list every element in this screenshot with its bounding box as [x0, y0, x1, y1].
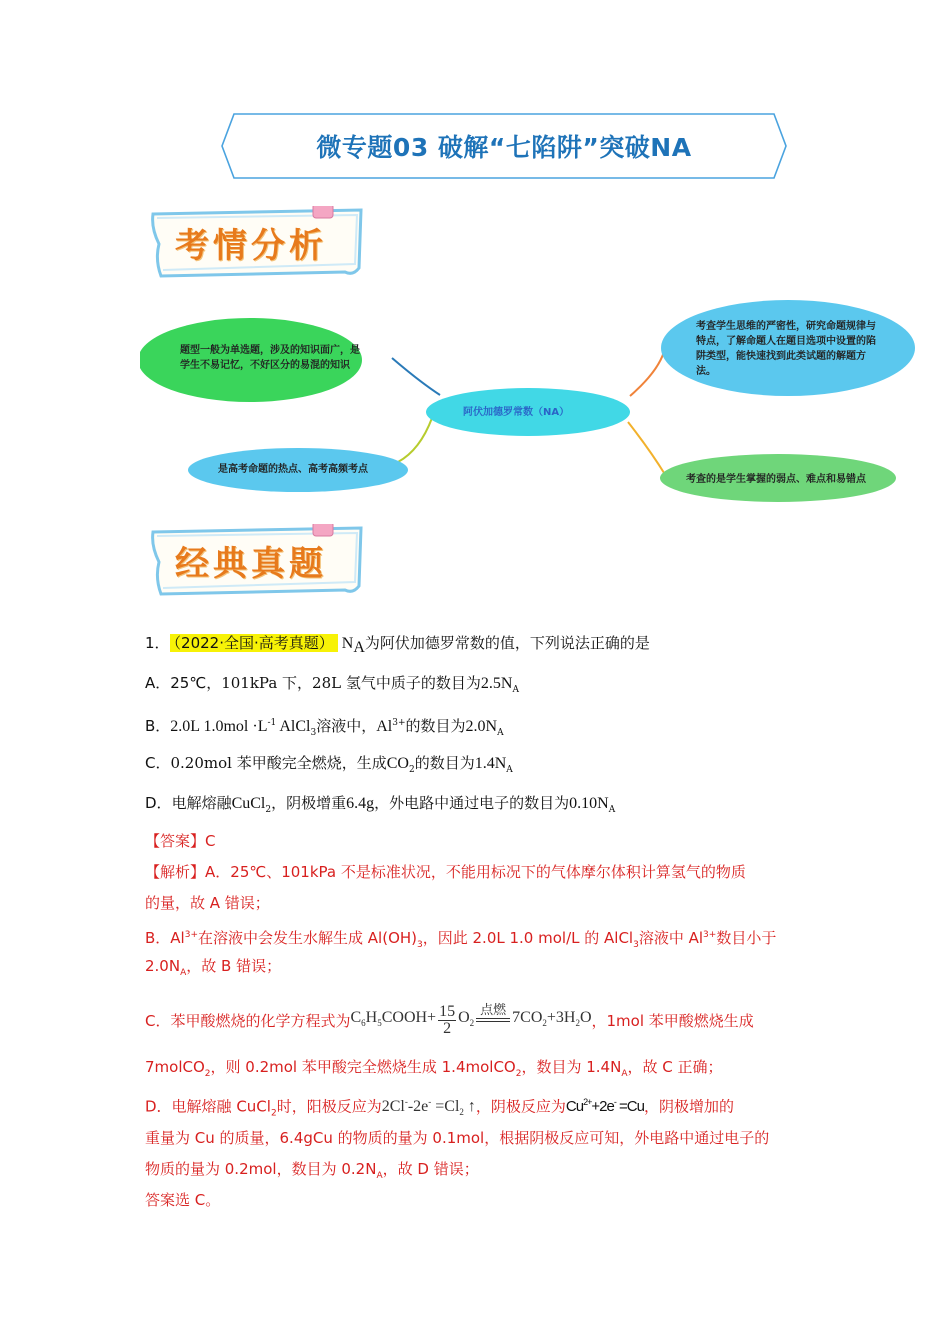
superscript: -: [428, 1097, 432, 1107]
subscript: A: [621, 1069, 628, 1079]
option-text: ，阴极增重: [271, 794, 347, 812]
formula-text: CuCl: [231, 795, 266, 812]
option-value: 2.5N: [480, 675, 513, 692]
option-a: [145, 672, 519, 701]
subscript: 2: [469, 1018, 475, 1029]
anode-equation: [381, 1097, 476, 1118]
formula-text: =Cl: [431, 1098, 460, 1116]
analysis-text: ，阴极增加的: [643, 1097, 734, 1116]
fraction-denominator: 2: [443, 1020, 452, 1037]
subscript: A: [353, 639, 365, 656]
superscript: -: [613, 1097, 616, 1108]
section-label-exam: [145, 524, 367, 602]
node-text-line: 学生不易记忆，不好区分的易混的知识: [180, 360, 350, 371]
subscript: 2: [265, 805, 272, 815]
subscript: A: [512, 685, 519, 695]
analysis-text: 7molCO: [145, 1058, 205, 1076]
node-right-bottom-text: 考查的是学生掌握的弱点、难点和易错点: [686, 474, 866, 485]
option-value: 1.4N: [474, 755, 507, 772]
analysis-d-line1: [145, 1091, 734, 1124]
superscript: 3+: [703, 930, 717, 940]
formula-text: COOH+: [381, 1008, 437, 1026]
analysis-text: D．电解熔融 CuCl: [145, 1097, 271, 1116]
option-label: A．: [145, 674, 171, 692]
analysis-a-line1: [145, 861, 746, 883]
subscript: 2: [515, 1069, 522, 1079]
subscript: 2: [408, 765, 415, 775]
subscript: A: [180, 968, 187, 978]
formula-text: 2Cl: [381, 1098, 405, 1116]
option-value: 0.10N: [569, 795, 609, 812]
subscript: 6: [361, 1018, 366, 1029]
superscript: -: [404, 1097, 408, 1107]
node-left-top-text: [180, 343, 360, 373]
option-text: 25℃: [170, 674, 207, 692]
formula-text: 6.4g: [346, 795, 375, 812]
products: [512, 1007, 591, 1034]
analysis-d-line2: 重量为 Cu 的质量，6.4gCu 的物质的量为 0.1mol，根据阴极反应可知，外电路中通过电子的: [145, 1129, 770, 1147]
option-c: [145, 752, 513, 781]
analysis-text: 2.0N: [145, 957, 181, 975]
node-text-line: 法。: [696, 366, 716, 377]
connector-left-bottom: [398, 418, 432, 462]
section-title: 考情分析: [175, 226, 327, 266]
subscript: A: [376, 1171, 383, 1181]
analysis-text: 溶液中 Al: [638, 929, 704, 947]
subscript: A: [506, 765, 513, 775]
equation: [350, 1007, 436, 1034]
option-value: 2.0N: [465, 718, 498, 735]
question-source-badge: （2022·全国·高考真题）: [170, 634, 338, 652]
option-b: [145, 712, 504, 744]
option-label: C．: [145, 754, 171, 772]
option-label: B．: [145, 717, 171, 735]
node-text-line: 题型一般为单选题，涉及的知识面广，是: [180, 345, 360, 356]
formula-text: ↑: [463, 1098, 476, 1116]
option-text: ，外电路中通过电子的数目为: [374, 794, 570, 812]
subscript: 5: [377, 1018, 382, 1029]
superscript: 3+: [184, 930, 199, 940]
formula-o2: [458, 1007, 474, 1034]
analysis-c-line1: [145, 1004, 754, 1037]
analysis-text: ，故 B 错误；: [186, 957, 282, 975]
formula-text: +3H: [546, 1008, 576, 1026]
formula-text: =Cu: [615, 1098, 644, 1116]
formula-text: CO: [386, 755, 409, 772]
subscript: 3: [310, 728, 317, 738]
final-answer: 答案选 C。: [145, 1191, 221, 1209]
subscript: 2: [575, 1018, 580, 1029]
analysis-tag: 【解析】: [145, 863, 206, 881]
node-left-bottom-text: 是高考命题的热点、高考高频考点: [218, 464, 368, 475]
option-text: 溶液中，: [316, 717, 377, 735]
analysis-text: ，故 D 错误；: [382, 1160, 479, 1178]
connector-right-bottom: [628, 422, 666, 476]
subscript: 3: [633, 940, 639, 950]
analysis-text: ，阴极反应为: [475, 1097, 566, 1116]
analysis-c-line2: [145, 1056, 723, 1085]
stem-text: 为阿伏加德罗常数的值，下列说法正确的是: [364, 634, 650, 652]
fraction: [438, 1004, 456, 1037]
formula-text: Cu: [565, 1098, 584, 1116]
analysis-text: ，数目为 1.4N: [521, 1058, 622, 1076]
formula-text: O: [579, 1008, 592, 1026]
section-label-analysis: [145, 206, 367, 284]
analysis-text: ，1mol 苯甲酸燃烧生成: [591, 1011, 754, 1030]
formula-text: O: [458, 1008, 470, 1026]
answer-line: 【答案】C: [145, 832, 216, 850]
analysis-text: 物质的量为 0.2mol，数目为 0.2N: [145, 1160, 377, 1178]
option-text: 的数目为: [414, 754, 475, 772]
option-text: 的数目为: [405, 717, 466, 735]
node-center-text: 阿伏加德罗常数（NA）: [463, 407, 570, 418]
cathode-equation: [566, 1098, 644, 1115]
option-text: 电解熔融: [171, 794, 232, 812]
option-text: ，101kPa 下，28L 氢气中质子的数目为: [206, 674, 481, 692]
connector-right-top: [630, 348, 665, 396]
analysis-text: ，因此 2.0L 1.0 mol/L 的 AlCl: [422, 929, 634, 947]
analysis-text: C．苯甲酸燃烧的化学方程式为: [145, 1011, 351, 1030]
superscript: 3+: [392, 718, 406, 728]
connector-left-top: [392, 358, 440, 395]
node-text-line: 阱类型，能快速找到此类试题的解题方: [696, 351, 866, 362]
formula-text: -2e: [407, 1098, 429, 1116]
subscript: A: [497, 728, 504, 738]
page-title: 微专题03 破解“七陷阱”突破NA: [316, 133, 692, 162]
analysis-a-line2: 的量，故 A 错误；: [145, 894, 270, 912]
question-number: 1．: [145, 634, 170, 652]
formula-text: 2.0L 1.0mol ·L: [170, 718, 268, 735]
analysis-d-line3: [145, 1158, 479, 1187]
subscript: 2: [542, 1018, 547, 1029]
na-symbol: N: [341, 635, 354, 652]
formula-text: 7CO: [512, 1008, 543, 1026]
formula-text: AlCl: [276, 718, 311, 735]
node-right-top-text: [696, 319, 876, 379]
analysis-text: ，则 0.2mol 苯甲酸完全燃烧生成 1.4molCO: [210, 1058, 516, 1076]
analysis-text: 在溶液中会发生水解生成 Al(OH): [198, 929, 418, 947]
subscript: 3: [417, 940, 423, 950]
reaction-condition: [476, 1004, 510, 1022]
subscript: 2: [204, 1069, 211, 1079]
analysis-text: ，故 C 正确；: [627, 1058, 723, 1076]
formula-text: +2e: [591, 1098, 614, 1116]
analysis-b-line1: [145, 924, 776, 956]
formula-text: Al: [376, 718, 393, 735]
formula-text: C: [350, 1008, 362, 1026]
subscript: A: [608, 805, 616, 815]
superscript: 2+: [583, 1097, 592, 1108]
analysis-b-line2: [145, 955, 281, 984]
subscript: 2: [270, 1108, 277, 1119]
analysis-text: 时，阳极反应为: [276, 1097, 382, 1116]
node-text-line: 考查学生思维的严密性，研究命题规律与: [696, 321, 876, 332]
node-text-line: 特点，了解命题人在题目选项中设置的陷: [696, 336, 876, 347]
option-d: [145, 792, 615, 821]
option-label: D．: [145, 794, 172, 812]
analysis-text: B．Al: [145, 929, 185, 947]
analysis-text: 数目小于: [716, 929, 777, 947]
question-stem: [145, 632, 650, 659]
section-title: 经典真题: [175, 544, 327, 584]
formula-text: H: [365, 1008, 378, 1026]
subscript: 2: [459, 1107, 464, 1118]
option-text: 0.20mol 苯甲酸完全燃烧，生成: [170, 754, 387, 772]
equals-sign: [476, 1018, 510, 1022]
analysis-text: A．25℃、101kPa 不是标准状况，不能用标况下的气体摩尔体积计算氢气的物质: [205, 863, 746, 881]
fraction-numerator: 15: [439, 1003, 456, 1020]
condition-text: 点燃: [480, 1002, 507, 1018]
superscript: -1: [267, 718, 277, 728]
